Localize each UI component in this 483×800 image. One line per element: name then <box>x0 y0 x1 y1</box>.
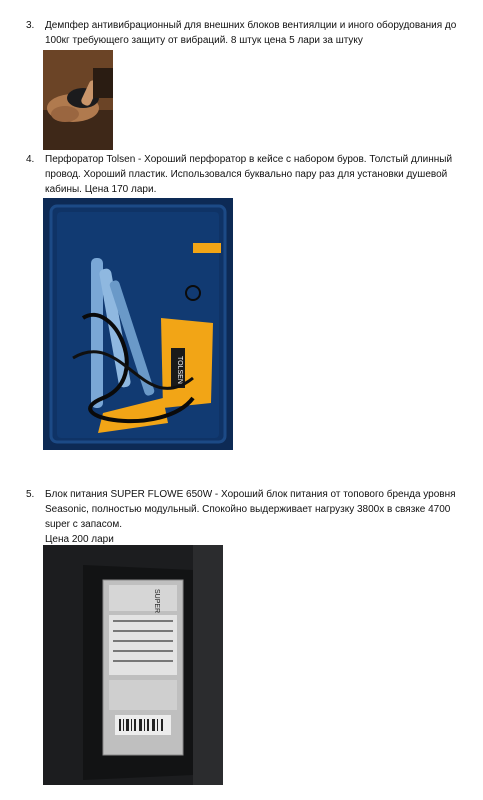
tool-brand-text: TOLSEN <box>176 356 183 384</box>
item-number: 3. <box>26 20 35 31</box>
item-description-line: 100кг требующего защиту от вибраций. 8 штук цена 5 лари за штуку <box>45 35 363 46</box>
item-number: 4. <box>26 154 35 165</box>
item-description-line: Демпфер антивибрационный для внешних блоков вентиялции и иного оборудования до <box>45 20 457 31</box>
damper-photo <box>43 50 113 150</box>
item-description: Блок питания SUPER FLOWE 650W - Хороший блок питания от топового бренда уровня Seasonic, полностью модульный. Спокойно выдерживает нагрузку 3800x в связке 4700 super с запасом. <box>45 489 456 530</box>
perforator-photo <box>43 198 233 450</box>
item-description: Перфоратор Tolsen - Хороший перфоратор в кейсе с набором буров. Толстый длинный провод. Хороший пластик. Использовался буквально пару раз для установки душевой кабины. Цена 170 лари. <box>45 154 453 195</box>
item-number: 5. <box>26 489 35 500</box>
item-price: Цена 200 лари <box>45 534 114 545</box>
power-supply-photo <box>43 545 223 785</box>
